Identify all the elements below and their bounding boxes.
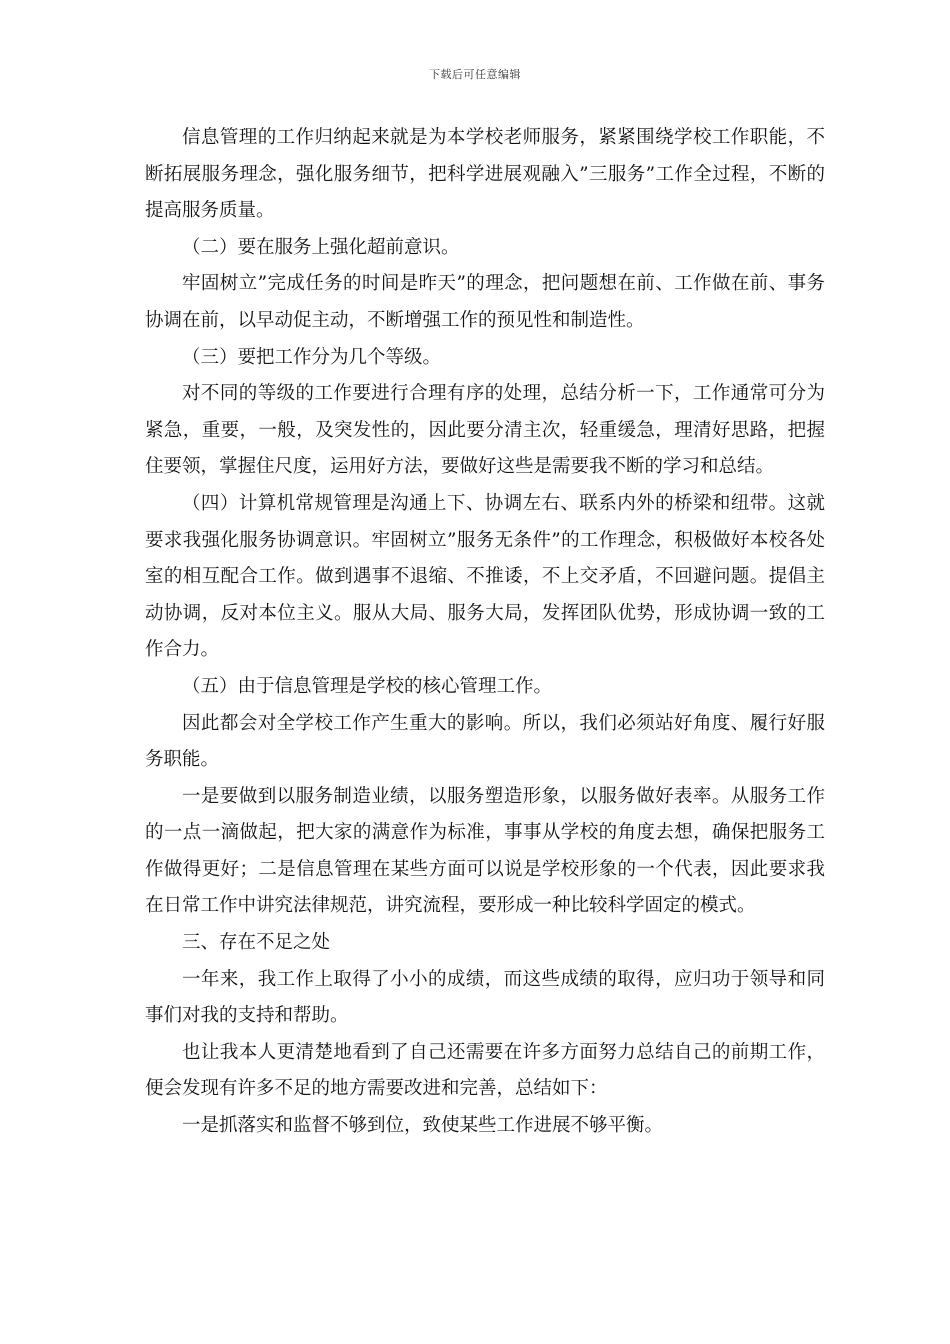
page-header: 下载后可任意编辑 — [429, 68, 521, 81]
paragraph: 一是要做到以服务制造业绩，以服务塑造形象，以服务做好表率。从服务工作的一点一滴做起，把大家的满意作为标准，事事从学校的角度去想，确保把服务工作做得更好；二是信息管理在某些方面可以说是学校形象的一个代表，因此要求我在日常工作中讲究法律规范，讲究流程，要形成一种比较科学固定的模式。 — [145, 785, 825, 917]
section-heading: （五）由于信息管理是学校的核心管理工作。 — [182, 675, 553, 697]
section-heading: 三、存在不足之处 — [182, 932, 331, 954]
document-body — [145, 120, 825, 1145]
section-heading: （三）要把工作分为几个等级。 — [182, 346, 442, 368]
paragraph: 信息管理的工作归纳起来就是为本学校老师服务，紧紧围绕学校工作职能，不断拓展服务理念，强化服务细节，把科学进展观融入”三服务”工作全过程，不断的提高服务质量。 — [145, 127, 825, 222]
paragraph: 一年来，我工作上取得了小小的成绩，而这些成绩的取得，应归功于领导和同事们对我的支持和帮助。 — [145, 968, 825, 1027]
paragraph: 牢固树立”完成任务的时间是昨天”的理念，把问题想在前、工作做在前、事务协调在前，以早动促主动，不断增强工作的预见性和制造性。 — [145, 273, 825, 331]
paragraph: 一是抓落实和监督不够到位，致使某些工作进展不够平衡。 — [182, 1115, 664, 1137]
paragraph: 因此都会对全学校工作产生重大的影响。所以，我们必须站好角度、履行好服务职能。 — [145, 712, 825, 771]
paragraph: 对不同的等级的工作要进行合理有序的处理，总结分析一下，工作通常可分为紧急，重要，一般，及突发性的，因此要分清主次，轻重缓急，理清好思路，把握住要领，掌握住尺度，运用好方法，要做好这些是需要我不断的学习和总结。 — [145, 383, 825, 478]
section-heading: （二）要在服务上强化超前意识。 — [182, 236, 460, 258]
paragraph: 也让我本人更清楚地看到了自己还需要在许多方面努力总结自己的前期工作，便会发现有许多不足的地方需要改进和完善，总结如下： — [145, 1041, 825, 1100]
paragraph: （四）计算机常规管理是沟通上下、协调左右、联系内外的桥梁和纽带。这就要求我强化服务协调意识。牢固树立”服务无条件”的工作理念，积极做好本校各处室的相互配合工作。做到遇事不退缩、不推诿，不上交矛盾，不回避问题。提倡主动协调，反对本位主义。服从大局、服务大局，发挥团队优势，形成协调一致的工作合力。 — [145, 492, 825, 661]
